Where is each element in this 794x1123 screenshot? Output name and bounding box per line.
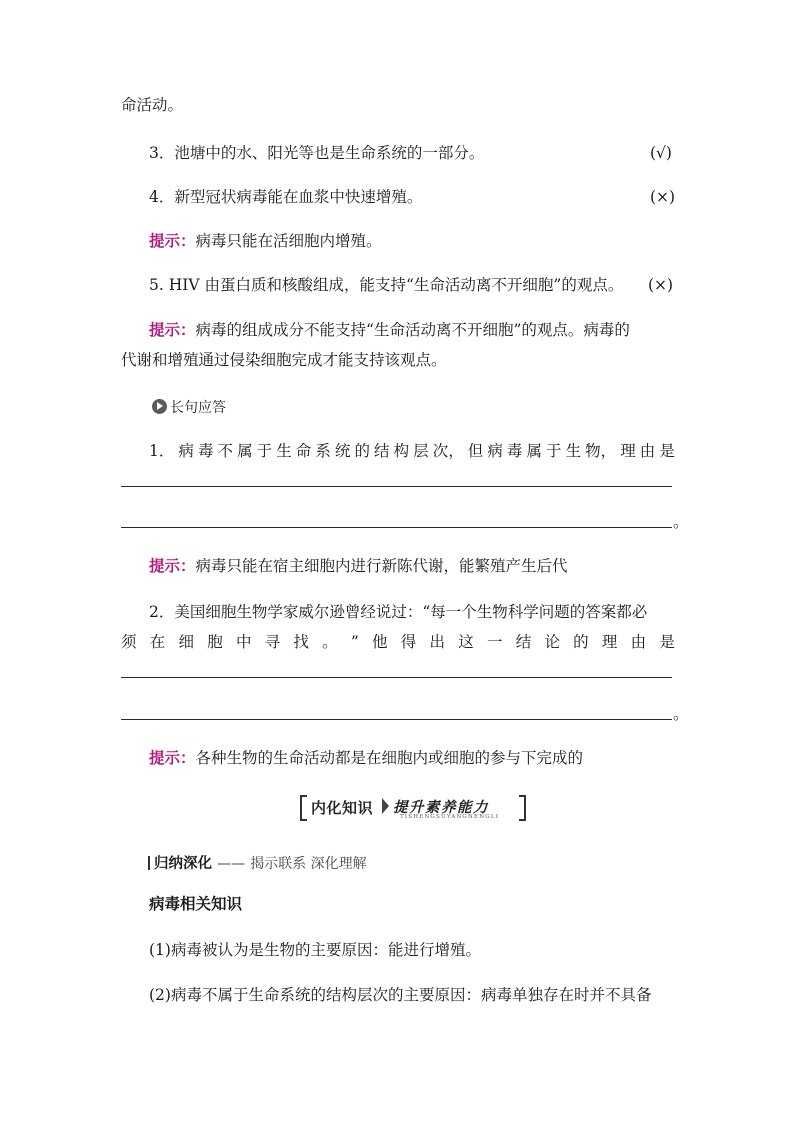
end-mark: 。 xyxy=(673,705,689,723)
item-3-mark: (√) xyxy=(650,144,672,162)
summary-dash: —— xyxy=(217,856,246,872)
hint-5 xyxy=(149,320,630,340)
question-char: 是 xyxy=(659,633,675,651)
question-char: 。 xyxy=(322,633,338,651)
section-label: 长句应答 xyxy=(170,400,226,416)
item-3-text: 3．池塘中的水、阳光等也是生命系统的一部分。 xyxy=(149,144,485,162)
topic-point-1: (1)病毒被认为是生物的主要原因：能进行增殖。 xyxy=(149,941,481,959)
paragraph-continuation: 命活动。 xyxy=(121,96,184,114)
hint-label: 提示： xyxy=(149,320,196,339)
section-banner xyxy=(300,795,526,825)
summary-subtitle: 揭示联系 深化理解 xyxy=(250,856,367,872)
topic-point-2: (2)病毒不属于生命系统的结构层次的主要原因：病毒单独存在时并不具备 xyxy=(149,986,652,1004)
question-char: 统 xyxy=(334,442,351,460)
hint-text: 病毒只能在宿主细胞内进行新陈代谢，能繁殖产生后代 xyxy=(195,557,568,575)
hint-text: 病毒的组成成分不能支持“生命活动离不开细胞”的观点。病毒的 xyxy=(195,321,630,339)
question-char: 生 xyxy=(565,442,582,460)
item-5-mark: (×) xyxy=(648,276,674,294)
hint-label: 提示： xyxy=(149,231,196,250)
answer-line xyxy=(121,719,672,720)
question-char: 次， xyxy=(432,442,464,460)
question-char: 1． xyxy=(149,442,175,460)
banner-pinyin: TISHENGSUYANGNENGLI xyxy=(400,814,500,820)
question-char: 毒 xyxy=(506,442,523,460)
answer-line xyxy=(121,527,672,528)
bracket-left xyxy=(300,795,307,821)
item-4-text: 4．新型冠状病毒能在血浆中快速增殖。 xyxy=(149,188,423,206)
hint-text: 各种生物的生命活动都是在细胞内或细胞的参与下完成的 xyxy=(195,749,584,767)
question-char: 这 xyxy=(458,633,474,651)
question-char: 于 xyxy=(546,442,562,460)
question-char: 的 xyxy=(573,633,589,651)
summary-title: 归纳深化 xyxy=(154,856,212,872)
question-char: 寻 xyxy=(264,633,281,651)
question-char: 结 xyxy=(374,442,390,460)
answer-line xyxy=(121,677,672,678)
question-2-line-1: 2．美国细胞生物学家威尔逊曾经说过：“每一个生物科学问题的答案都必 xyxy=(149,603,648,621)
question-char: 结 xyxy=(515,633,532,651)
question-char: 物， xyxy=(585,442,617,460)
summary-header xyxy=(148,852,367,873)
question-char: 不 xyxy=(217,442,234,460)
question-char: 病 xyxy=(487,442,503,460)
hint-q1 xyxy=(149,556,568,576)
hint-label: 提示： xyxy=(149,748,196,767)
topic-title: 病毒相关知识 xyxy=(149,894,243,913)
question-char: 但 xyxy=(467,442,484,460)
play-circle-icon xyxy=(152,399,167,414)
bar-icon xyxy=(148,856,150,870)
question-char: 理 xyxy=(601,633,618,651)
question-char: 是 xyxy=(659,442,675,460)
hint-5-continuation: 代谢和增殖通过侵染细胞完成才能支持该观点。 xyxy=(121,351,447,369)
question-char: 命 xyxy=(295,442,312,460)
question-char: 属 xyxy=(526,442,542,460)
hint-q2 xyxy=(149,748,583,768)
question-char: 须 xyxy=(121,633,137,651)
question-char: 论 xyxy=(544,633,560,651)
question-char: 病 xyxy=(178,442,194,460)
question-char: 出 xyxy=(429,633,446,651)
question-char: 由 xyxy=(630,633,647,651)
question-char: 找 xyxy=(293,633,309,651)
question-char: 系 xyxy=(315,442,331,460)
question-char: 构 xyxy=(393,442,410,460)
question-char: 属 xyxy=(237,442,253,460)
banner-right-text: 提升素养能力 xyxy=(393,800,489,816)
bracket-right xyxy=(519,795,526,821)
question-char: 层 xyxy=(413,442,429,460)
question-char: 的 xyxy=(354,442,370,460)
question-char: 细 xyxy=(178,633,194,651)
question-char: 生 xyxy=(276,442,292,460)
hint-text: 病毒只能在活细胞内增殖。 xyxy=(195,232,382,250)
end-mark: 。 xyxy=(673,513,689,531)
question-char: 他 xyxy=(372,633,388,651)
question-char: 一 xyxy=(486,633,503,651)
question-char: 毒 xyxy=(197,442,214,460)
arrow-right-icon xyxy=(382,798,389,814)
question-char: 在 xyxy=(149,633,166,651)
hint-label: 提示： xyxy=(149,556,196,575)
item-5-text: 5. HIV 由蛋白质和核酸组成，能支持“生命活动离不开细胞”的观点。 xyxy=(149,276,624,294)
question-char: 理 xyxy=(620,442,636,460)
banner-left-text: 内化知识 xyxy=(311,799,374,817)
question-char: 于 xyxy=(256,442,273,460)
question-char: 中 xyxy=(235,633,252,651)
question-char: 得 xyxy=(400,633,417,651)
question-char: 胞 xyxy=(207,633,223,651)
question-char: 由 xyxy=(639,442,656,460)
question-1-line xyxy=(149,441,675,461)
item-4-mark: (×) xyxy=(650,188,676,206)
hint-4 xyxy=(149,231,382,251)
answer-line xyxy=(121,486,672,487)
section-header xyxy=(152,397,226,417)
question-char: ” xyxy=(350,633,359,651)
question-2-line-2 xyxy=(121,632,675,652)
